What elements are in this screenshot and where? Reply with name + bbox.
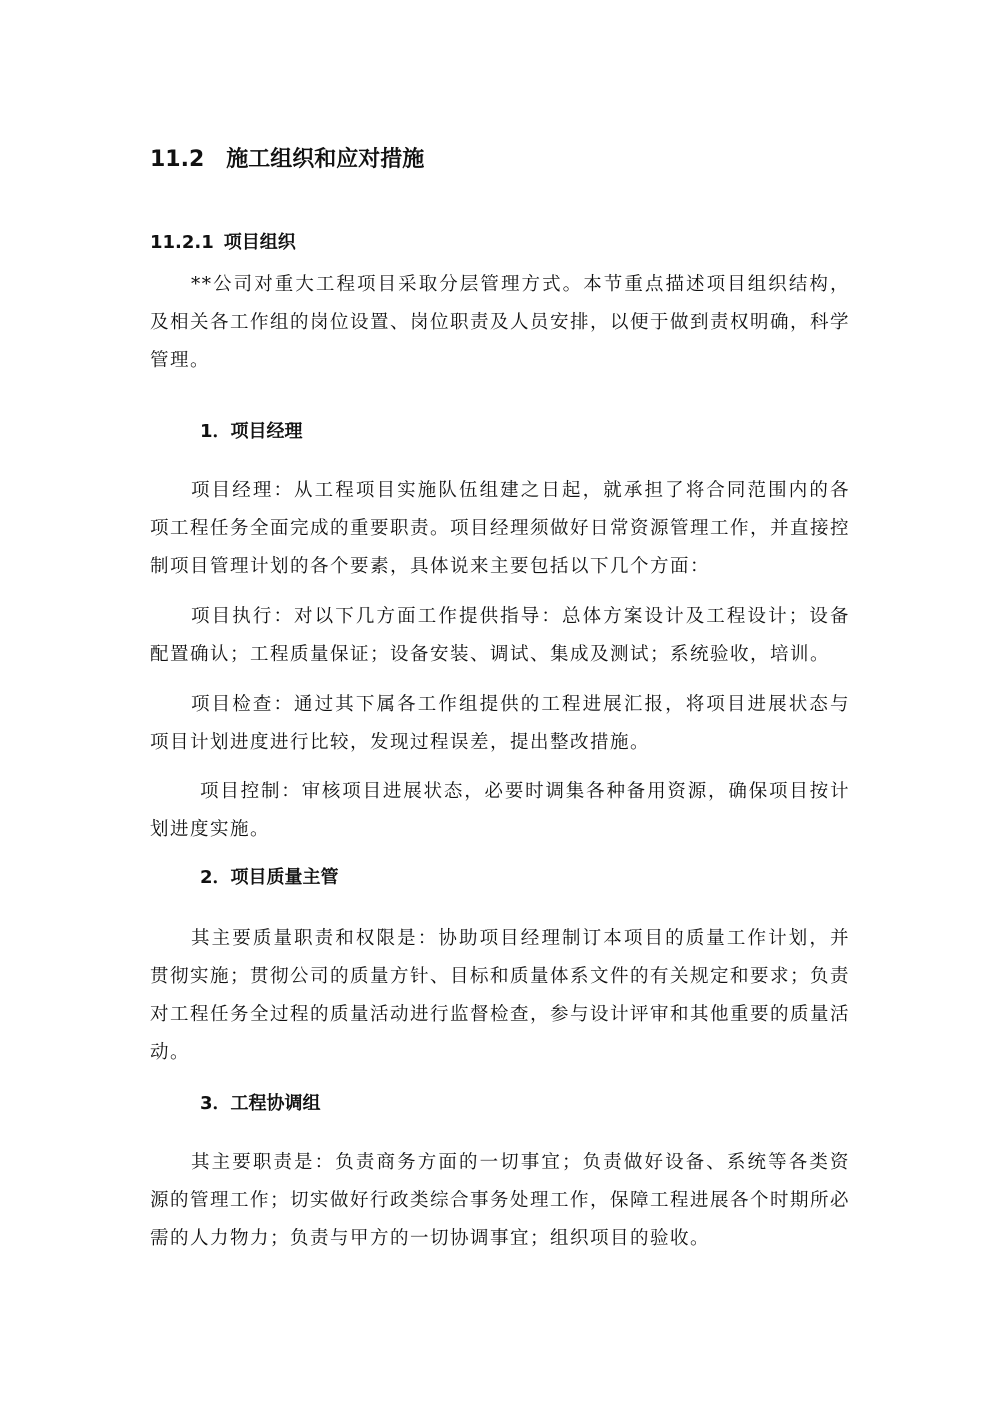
paragraph: 项目检查：通过其下属各工作组提供的工程进展汇报，将项目进展状态与项目计划进度进行比较，发现过程误差，提出整改措施。 <box>150 694 850 753</box>
item-heading-project-manager: 1．项目经理 <box>200 421 303 442</box>
item-heading-quality-manager: 2．项目质量主管 <box>200 867 339 888</box>
item-heading-coordination-group: 3．工程协调组 <box>200 1093 321 1114</box>
section-title: 施工组织和应对措施 <box>226 147 425 172</box>
subsection-heading <box>150 225 296 261</box>
paragraph: 项目经理：从工程项目实施队伍组建之日起，就承担了将合同范围内的各项工程任务全面完成的重要职责。项目经理须做好日常资源管理工作，并直接控制项目管理计划的各个要素，具体说来主要包括以下几个方面： <box>150 480 851 577</box>
subsection-number: 11.2.1 <box>150 232 214 253</box>
section-heading <box>150 140 424 180</box>
paragraph: 项目执行：对以下几方面工作提供指导：总体方案设计及工程设计；设备配置确认；工程质量保证；设备安装、调试、集成及测试；系统验收，培训。 <box>150 606 850 665</box>
paragraph: 项目控制：审核项目进展状态，必要时调集各种备用资源，确保项目按计划进度实施。 <box>150 781 850 840</box>
subsection-title: 项目组织 <box>223 232 296 253</box>
section-number: 11.2 <box>150 147 205 172</box>
intro-paragraph: **公司对重大工程项目采取分层管理方式。本节重点描述项目组织结构，及相关各工作组的岗位设置、岗位职责及人员安排，以便于做到责权明确，科学管理。 <box>150 274 851 371</box>
paragraph: 其主要职责是：负责商务方面的一切事宜；负责做好设备、系统等各类资源的管理工作；切实做好行政类综合事务处理工作，保障工程进展各个时期所必需的人力物力；负责与甲方的一切协调事宜；组织项目的验收。 <box>150 1152 851 1249</box>
paragraph: 其主要质量职责和权限是：协助项目经理制订本项目的质量工作计划，并贯彻实施；贯彻公司的质量方针、目标和质量体系文件的有关规定和要求；负责对工程任务全过程的质量活动进行监督检查，参与设计评审和其他重要的质量活动。 <box>150 928 851 1063</box>
